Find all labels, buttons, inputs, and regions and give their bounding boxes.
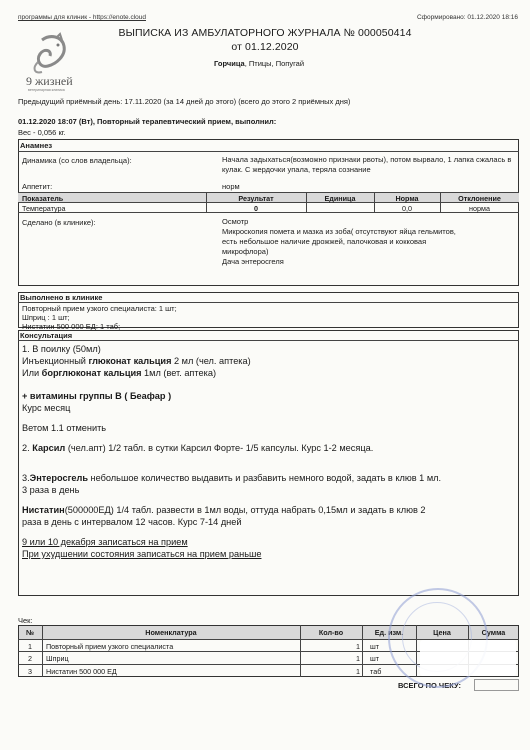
done-line: Микроскопия помета и мазка из зоба( отсутствуют яйца гельмитов, <box>222 227 456 236</box>
receipt-col-unit: Ед. изм. <box>374 628 404 637</box>
consult-line: Инъекционный глюконат кальция 2 мл (чел. аптека) <box>22 356 251 366</box>
visit-heading: 01.12.2020 18:07 (Вт), Повторный терапевтический прием, выполнил: <box>18 117 277 126</box>
receipt-row-qty: 1 <box>356 667 360 676</box>
consult-line: 1. В поилку (50мл) <box>22 344 101 354</box>
consultation-title: Консультация <box>20 331 73 340</box>
indicator-result: 0 <box>254 204 258 213</box>
done-list <box>222 217 456 267</box>
performed-list <box>22 304 177 331</box>
appetite-value: норм <box>222 182 240 191</box>
consult-line: 2. Карсил (чел.апт) 1/2 табл. в сутки Карсил Форте- 1/5 капсулы. Курс 1-2 месяца. <box>22 443 374 453</box>
receipt-row-num: 3 <box>28 667 32 676</box>
done-line: Дача энтеросгеля <box>222 257 284 266</box>
patient-info <box>214 59 304 68</box>
generated-timestamp: Сформировано: 01.12.2020 18:16 <box>416 14 518 21</box>
consult-line: Или борглюконат кальция 1мл (вет. аптека) <box>22 368 217 378</box>
indicator-deviation: норма <box>469 204 490 213</box>
performed-item: Нистатин 500 000 ЕД: 1 таб; <box>22 322 121 331</box>
consult-line: Курс месяц <box>22 403 71 413</box>
receipt-row-num: 1 <box>28 642 32 651</box>
consult-line: раза в день с интервалом 12 часов. Курс 7-14 дней <box>22 517 242 527</box>
indicator-col-norm: Норма <box>395 194 419 203</box>
receipt-row-qty: 1 <box>356 642 360 651</box>
receipt-total-box <box>474 679 519 691</box>
indicator-col-result: Результат <box>238 194 274 203</box>
done-line: микрофлора) <box>222 247 269 256</box>
consult-line: При ухудшении состояния записаться на прием раньше <box>22 549 262 559</box>
appetite-label: Аппетит: <box>22 182 53 191</box>
previous-visit: Предыдущий приёмный день: 17.11.2020 (за 14 дней до этого) (всего до этого 2 приёмных дня) <box>18 97 351 106</box>
receipt-col-qty: Кол-во <box>318 628 344 637</box>
page-title: ВЫПИСКА ИЗ АМБУЛАТОРНОГО ЖУРНАЛА № 000050414 <box>118 27 412 39</box>
consult-line: 3 раза в день <box>22 485 80 495</box>
performed-title: Выполнено в клинике <box>20 293 103 302</box>
consult-line: Ветом 1.1 отменить <box>22 423 107 433</box>
indicator-norm: 0,0 <box>402 204 412 213</box>
cat-dog-logo-icon <box>20 32 90 76</box>
consult-line: Нистатин(500000ЕД) 1/4 табл. развести в 1мл воды, оттуда набрать 0,15мл и задать в клюв 2 <box>22 505 426 515</box>
receipt-total-label: ВСЕГО ПО ЧЕКУ: <box>398 681 461 690</box>
receipt-row-unit: таб <box>370 667 382 676</box>
patient-name: Горчица <box>214 59 245 68</box>
logo-subtext: ветеринарная клиника <box>28 88 65 92</box>
performed-item: Шприц : 1 шт; <box>22 313 70 322</box>
consultation-body <box>22 343 516 560</box>
logo-text: 9 жизней <box>26 74 73 88</box>
patient-details: , Птицы, Попугай <box>244 59 305 68</box>
page-date: от 01.12.2020 <box>231 41 299 53</box>
clinic-logo <box>20 32 90 94</box>
receipt-col-name: Номенклатура <box>145 628 197 637</box>
indicator-col-name: Показатель <box>22 194 64 203</box>
receipt-col-sum: Сумма <box>481 628 506 637</box>
performed-item: Повторный прием узкого специалиста: 1 шт; <box>22 304 177 313</box>
receipt-row-unit: шт <box>370 654 380 663</box>
dynamics-text: Начала задыхаться(возможно признаки рвоты), потом вырвало, 1 лапка сжалась в кулак. С жердочки упала, теряла сознание <box>222 155 512 174</box>
receipt-row-num: 2 <box>28 654 32 663</box>
receipt-label: Чек: <box>18 616 33 625</box>
visit-weight: Вес - 0,056 кг. <box>18 128 66 137</box>
dynamics-label: Динамика (со слов владельца): <box>22 156 132 165</box>
receipt-row-qty: 1 <box>356 654 360 663</box>
receipt-row-unit: шт <box>370 642 380 651</box>
indicator-name: Температура <box>22 204 66 213</box>
consult-line: + витамины группы В ( Беафар ) <box>22 391 172 401</box>
done-line: есть небольшое наличие дрожжей, палочковая и кокковая <box>222 237 427 246</box>
anamnesis-title: Анамнез <box>20 141 53 150</box>
consult-line: 9 или 10 декабря записаться на прием <box>22 537 188 547</box>
redaction-blot <box>420 640 516 676</box>
receipt-row-name: Шприц <box>46 654 69 663</box>
receipt-row-name: Повторный прием узкого специалиста <box>46 642 174 651</box>
receipt-row-name: Нистатин 500 000 ЕД <box>46 667 117 676</box>
consult-line: 3.Энтеросгель небольшое количество выдавить и разбавить немного водой, задать в клюв 1 мл. <box>22 473 442 483</box>
done-line: Осмотр <box>222 217 249 226</box>
site-link[interactable]: программы для клиник - https://enote.cloud <box>18 14 146 21</box>
indicator-col-unit: Единица <box>324 194 356 203</box>
done-label: Сделано (в клинике): <box>22 218 96 227</box>
indicator-col-deviation: Отклонение <box>458 194 501 203</box>
receipt-col-num: № <box>25 628 34 637</box>
receipt-col-price: Цена <box>433 628 451 637</box>
